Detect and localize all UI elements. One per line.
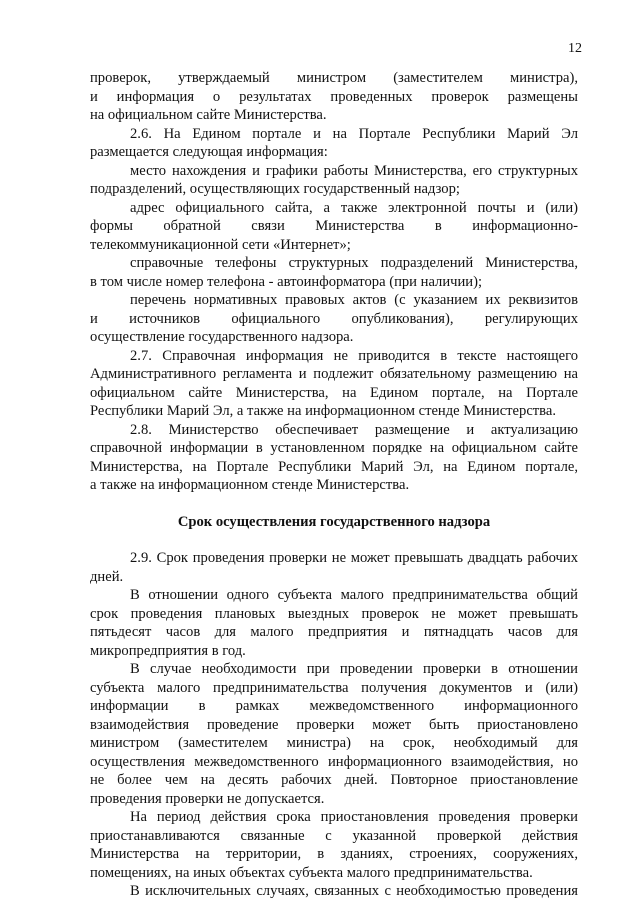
text-line: субъекта малого предпринимательства получения документов и (или) xyxy=(90,679,578,696)
text-line: информации в рамках межведомственного информационного xyxy=(90,698,578,714)
text-line: формы обратной связи Министерства в информационно- xyxy=(90,218,578,234)
text-line: осуществления межведомственного информационного взаимодействия, но xyxy=(90,753,578,770)
text-line: в том числе номер телефона - автоинформатора (при наличии); xyxy=(90,273,483,290)
document-body xyxy=(90,69,578,901)
paragraph-start-2-6: 2.6. На Едином портале и на Портале Республики Марий Эл xyxy=(130,125,578,142)
text-line: приостанавливаются связанные с указанной проверкой действия xyxy=(90,827,578,844)
paragraph-start: адрес официального сайта, а также электронной почты и (или) xyxy=(130,199,578,216)
section-heading: Срок осуществления государственного надзора xyxy=(177,513,491,530)
text-line: дней. xyxy=(90,568,124,585)
text-line: телекоммуникационной сети «Интернет»; xyxy=(90,236,351,253)
text-line: проведения проверки не допускается. xyxy=(90,790,325,807)
text-line: микропредприятия в год. xyxy=(90,642,246,659)
paragraph-start-2-8: 2.8. Министерство обеспечивает размещение и актуализацию xyxy=(130,421,578,438)
text-line: Министерства, на Портале Республики Марий Эл, на Едином портале, xyxy=(90,458,578,475)
text-line: и информация о результатах проведенных проверок размещены xyxy=(90,88,578,105)
text-line: пятьдесят часов для малого предприятия и пятнадцать часов для xyxy=(90,624,578,640)
text-line: подразделений, осуществляющих государственный надзор; xyxy=(90,181,460,197)
section-2-6-2-8 xyxy=(90,69,578,495)
text-line: справочной информации в установленном порядке на официальном сайте xyxy=(90,440,578,456)
paragraph-start: В случае необходимости при проведении проверки в отношении xyxy=(130,661,578,677)
paragraph-start: перечень нормативных правовых актов (с указанием их реквизитов xyxy=(130,292,578,308)
paragraph-start: На период действия срока приостановления проведения проверки xyxy=(130,809,578,825)
text-line: размещается следующая информация: xyxy=(90,144,328,160)
text-line: Министерства на территории, в зданиях, строениях, сооружениях, xyxy=(90,846,578,862)
text-line: и источников официального опубликования), регулирующих xyxy=(90,310,578,327)
paragraph-start: место нахождения и графики работы Министерства, его структурных xyxy=(130,162,578,179)
page-number: 12 xyxy=(568,41,582,56)
text-line: срок проведения плановых выездных проверок не может превышать xyxy=(90,605,578,622)
text-line: Республики Марий Эл, а также на информационном стенде Министерства. xyxy=(90,403,557,419)
text-line: Административного регламента и подлежит обязательному размещению на xyxy=(90,366,578,382)
text-line: помещениях, на иных объектах субъекта малого предпринимательства. xyxy=(90,864,533,881)
text-line: осуществление государственного надзора. xyxy=(90,329,354,345)
text-line: на официальном сайте Министерства. xyxy=(90,107,327,123)
paragraph-start: справочные телефоны структурных подразделений Министерства, xyxy=(130,255,578,271)
paragraph-start-2-9: 2.9. Срок проведения проверки не может превышать двадцать рабочих xyxy=(130,550,578,566)
section-2-9 xyxy=(90,549,578,901)
paragraph-start: В исключительных случаях, связанных с необходимостью проведения xyxy=(130,883,578,899)
text-line: взаимодействия проведение проверки может быть приостановлено xyxy=(90,716,578,733)
paragraph-start: В отношении одного субъекта малого предпринимательства общий xyxy=(130,587,578,603)
text-line: официальном сайте Министерства, на Едином портале, на Портале xyxy=(90,384,578,401)
text-line: министром (заместителем министра) на срок, необходимый для xyxy=(90,735,578,751)
spacer xyxy=(90,495,578,513)
paragraph-start-2-7: 2.7. Справочная информация не приводится в тексте настоящего xyxy=(130,347,578,364)
text-line: проверок, утверждаемый министром (заместителем министра), xyxy=(90,70,578,86)
text-line: не более чем на десять рабочих дней. Повторное приостановление xyxy=(90,772,578,788)
text-line: а также на информационном стенде Министерства. xyxy=(90,477,410,493)
